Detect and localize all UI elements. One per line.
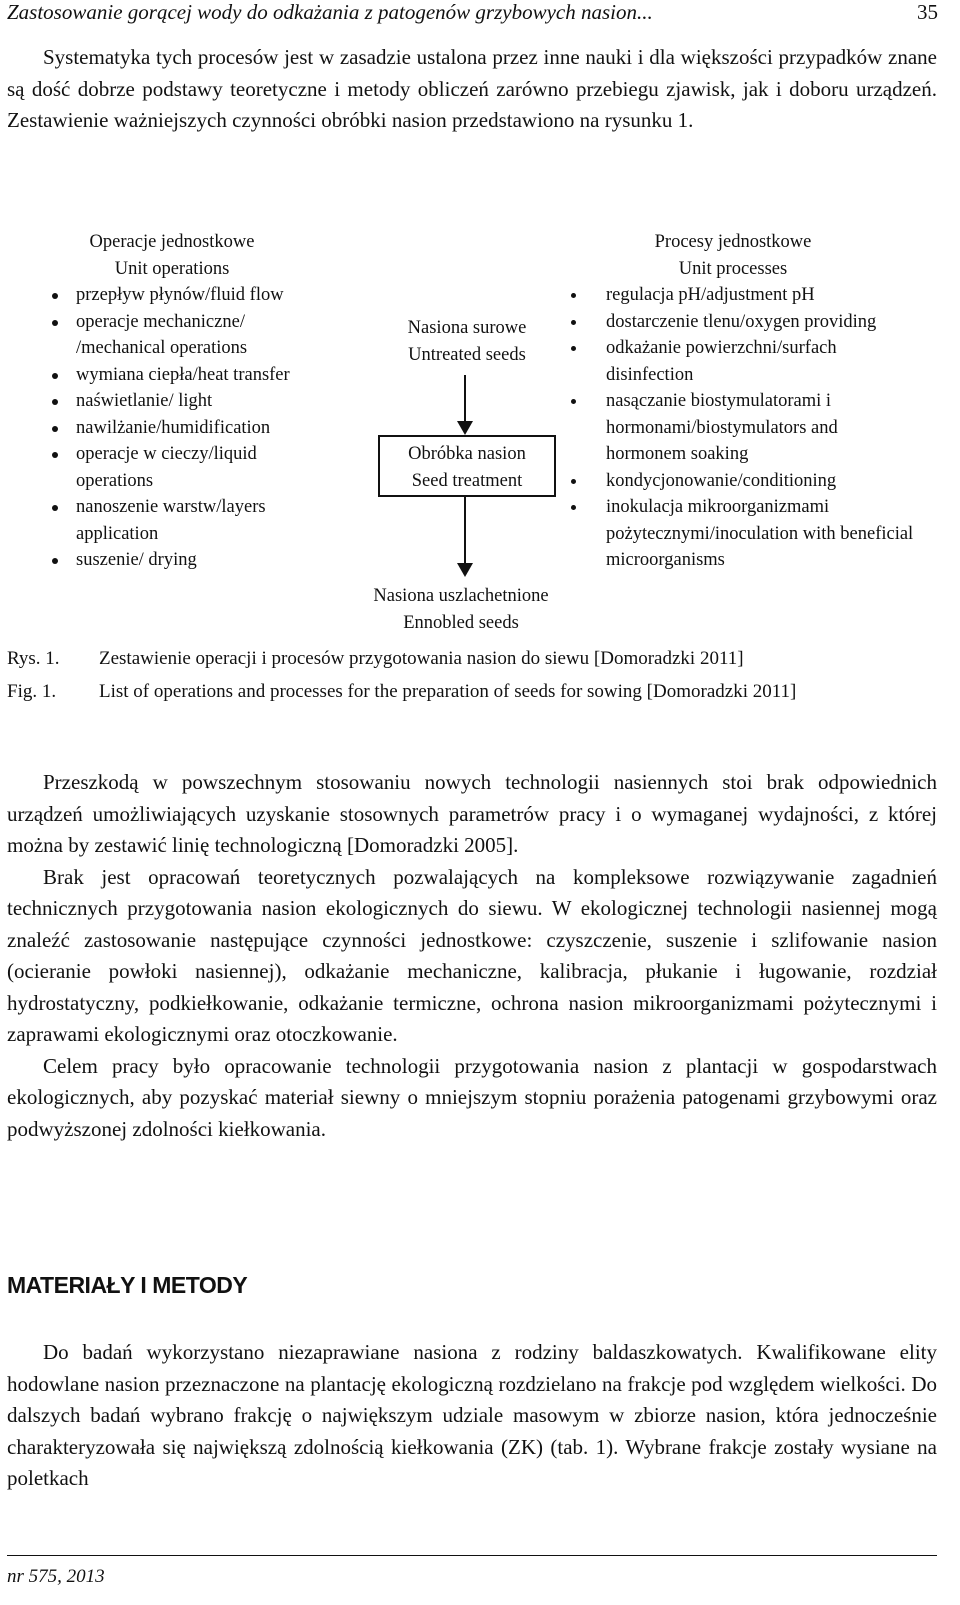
- figure-caption-en: [7, 679, 937, 735]
- footer-issue: nr 575, 2013: [7, 1566, 105, 1587]
- unit-operations-heading-en: Unit operations: [114, 258, 230, 279]
- arrow-down-icon: [457, 563, 473, 577]
- list-item: nawilżanie/humidification: [52, 415, 352, 442]
- untreated-seeds-label: [378, 315, 556, 368]
- page-number: 35: [917, 0, 938, 24]
- list-item: regulacja pH/adjustment pH: [568, 282, 898, 309]
- seed-treatment-en: Seed treatment: [411, 470, 523, 491]
- intro-paragraph: Systematyka tych procesów jest w zasadzie ustalona przez inne nauki i dla większości przypadków znane są dość dobrze podstawy teoretyczne i metody obliczeń zarówno przebiegu zjawisk, jak i doboru urządzeń. Zestawienie ważniejszych czynności obróbki nasion przedstawiono na rysunku 1.: [7, 45, 937, 132]
- body-paragraph: Przeszkodą w powszechnym stosowaniu nowych technologii nasiennych stoi brak odpowiednich urządzeń umożliwiających uzyskanie stosownych parametrów pracy i o wymaganej wydajności, z której można by zestawić linię technologiczną [Domoradzki 2005].: [7, 770, 937, 857]
- body-text: [7, 767, 937, 1145]
- caption-label-pl: Rys. 1.: [7, 648, 60, 669]
- ennobled-seeds-pl: Nasiona uszlachetnione: [373, 586, 549, 606]
- arrow-down-icon: [457, 421, 473, 435]
- running-header-title: Zastosowanie gorącej wody do odkażania z patogenów grzybowych nasion...: [7, 0, 653, 24]
- caption-label-en: Fig. 1.: [7, 681, 57, 702]
- list-item: operacje mechaniczne/ /mechanical operations: [52, 309, 296, 362]
- ennobled-seeds-en: Ennobled seeds: [403, 612, 519, 633]
- flow-arrow-shaft: [464, 375, 466, 423]
- unit-processes-heading-en: Unit processes: [678, 258, 788, 279]
- list-item: odkażanie powierzchni/surfach disinfection: [568, 335, 926, 388]
- caption-text-en: List of operations and processes for the preparation of seeds for sowing [Domoradzki 2011]: [99, 681, 797, 702]
- list-item: nanoszenie warstw/layers application: [52, 494, 316, 547]
- body-paragraph: Brak jest opracowań teoretycznych pozwalających na kompleksowe rozwiązywanie zagadnień technicznych przygotowania nasion ekologicznych do siewu. W ekologicznej technologii nasiennej mogą znaleźć zastosowanie następujące czynności jednostkowe: czyszczenie, suszenie i szlifowanie nasion (ocieranie powłoki nasiennej), odkażanie mechaniczne, kalibracja, płukanie i ługowanie, rozdział hydrostatyczny, podkiełkowanie, odkażanie termiczne, ochrona nasion mikroorganizmami pożytecznymi i zaprawami ekologicznymi oraz otoczkowanie.: [7, 864, 937, 1046]
- unit-operations-heading-pl: Operacje jednostkowe: [89, 232, 255, 252]
- list-item: naświetlanie/ light: [52, 388, 352, 415]
- list-item: wymiana ciepła/heat transfer: [52, 362, 352, 389]
- list-item: kondycjonowanie/conditioning: [568, 468, 898, 495]
- ennobled-seeds-label: [345, 583, 577, 636]
- list-item: operacje w cieczy/liquid operations: [52, 441, 306, 494]
- body-paragraph: Celem pracy było opracowanie technologii przygotowania nasion z plantacji w gospodarstwach ekologicznych, aby pozyskać materiał siewny o mniejszym stopniu porażenia patogenami grzybowymi oraz podwyższonej zdolności kiełkowania.: [7, 1053, 937, 1141]
- list-item: suszenie/ drying: [52, 547, 352, 574]
- unit-operations-list: [52, 282, 352, 574]
- caption-text-pl: Zestawienie operacji i procesów przygotowania nasion do siewu [Domoradzki 2011]: [99, 648, 744, 669]
- seed-treatment-pl: Obróbka nasion: [408, 444, 526, 464]
- untreated-seeds-pl: Nasiona surowe: [407, 318, 527, 338]
- section-heading: MATERIAŁY I METODY: [7, 1272, 248, 1298]
- list-item: dostarczenie tlenu/oxygen providing: [568, 309, 896, 336]
- list-item: inokulacja mikroorganizmami pożytecznymi/inoculation with beneficial microorganisms: [568, 494, 926, 574]
- unit-processes-column: [568, 229, 914, 574]
- list-item: przepływ płynów/fluid flow: [52, 282, 352, 309]
- seed-treatment-box: [378, 435, 556, 497]
- footer-rule: [7, 1555, 937, 1556]
- unit-processes-list: [568, 282, 914, 574]
- section-paragraph: Do badań wykorzystano niezaprawiane nasiona z rodziny baldaszkowatych. Kwalifikowane elity hodowlane nasion przeznaczone na plantację ekologiczną rozdzielano na frakcje pod względem wielkości. Do dalszych badań wybrano frakcję o największym udziale masowym w zbiorze nasion, która jednocześnie charakteryzowała się największą zdolnością kiełkowania (ZK) (tab. 1). Wybrane frakcje zostały wysiane na poletkach: [7, 1340, 937, 1490]
- list-item: nasączanie biostymulatorami i hormonami/biostymulators and hormonem soaking: [568, 388, 906, 468]
- figure-caption-pl: [7, 646, 937, 674]
- unit-operations-column: [52, 229, 352, 574]
- flow-arrow-shaft: [464, 497, 466, 565]
- unit-processes-heading-pl: Procesy jednostkowe: [654, 232, 812, 252]
- untreated-seeds-en: Untreated seeds: [408, 344, 526, 365]
- figure-1: [0, 225, 960, 640]
